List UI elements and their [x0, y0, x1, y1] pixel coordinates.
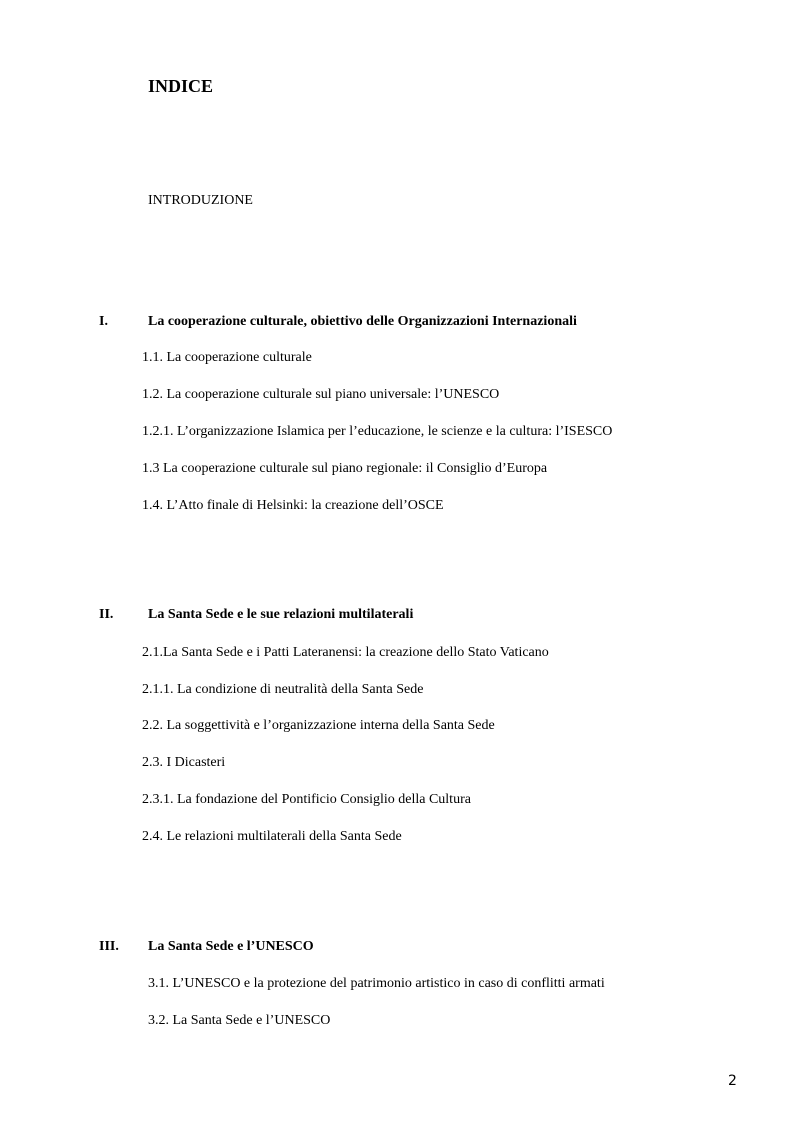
toc-section: 1.1. La cooperazione culturale	[142, 350, 312, 365]
toc-section: 2.2. La soggettività e l’organizzazione interna della Santa Sede	[142, 718, 495, 733]
chapter-number: II.	[99, 607, 114, 622]
chapter-number: I.	[99, 314, 108, 329]
chapter-title: La cooperazione culturale, obiettivo delle Organizzazioni Internazionali	[148, 314, 577, 329]
chapter-title: La Santa Sede e l’UNESCO	[148, 939, 314, 954]
toc-section: 2.1.1. La condizione di neutralità della Santa Sede	[142, 682, 424, 697]
toc-section: 1.3 La cooperazione culturale sul piano regionale: il Consiglio d’Europa	[142, 461, 548, 476]
page-number: 2	[728, 1073, 737, 1089]
toc-section: 1.2. La cooperazione culturale sul piano universale: l’UNESCO	[142, 387, 500, 402]
toc-section: 1.2.1. L’organizzazione Islamica per l’educazione, le scienze e la cultura: l’ISESCO	[142, 424, 613, 439]
chapter-title: La Santa Sede e le sue relazioni multilaterali	[148, 607, 414, 622]
page-title: INDICE	[148, 76, 214, 96]
toc-section: 3.1. L’UNESCO e la protezione del patrimonio artistico in caso di conflitti armati	[148, 976, 605, 991]
toc-section: 3.2. La Santa Sede e l’UNESCO	[148, 1013, 331, 1028]
toc-section: 2.1.La Santa Sede e i Patti Lateranensi: la creazione dello Stato Vaticano	[142, 645, 549, 660]
chapter-number: III.	[99, 939, 119, 954]
toc-section: 2.3.1. La fondazione del Pontificio Consiglio della Cultura	[142, 792, 471, 807]
toc-introduction: INTRODUZIONE	[148, 193, 253, 208]
toc-section: 2.4. Le relazioni multilaterali della Santa Sede	[142, 829, 402, 844]
toc-section: 1.4. L’Atto finale di Helsinki: la creazione dell’OSCE	[142, 498, 444, 513]
toc-section: 2.3. I Dicasteri	[142, 755, 226, 770]
